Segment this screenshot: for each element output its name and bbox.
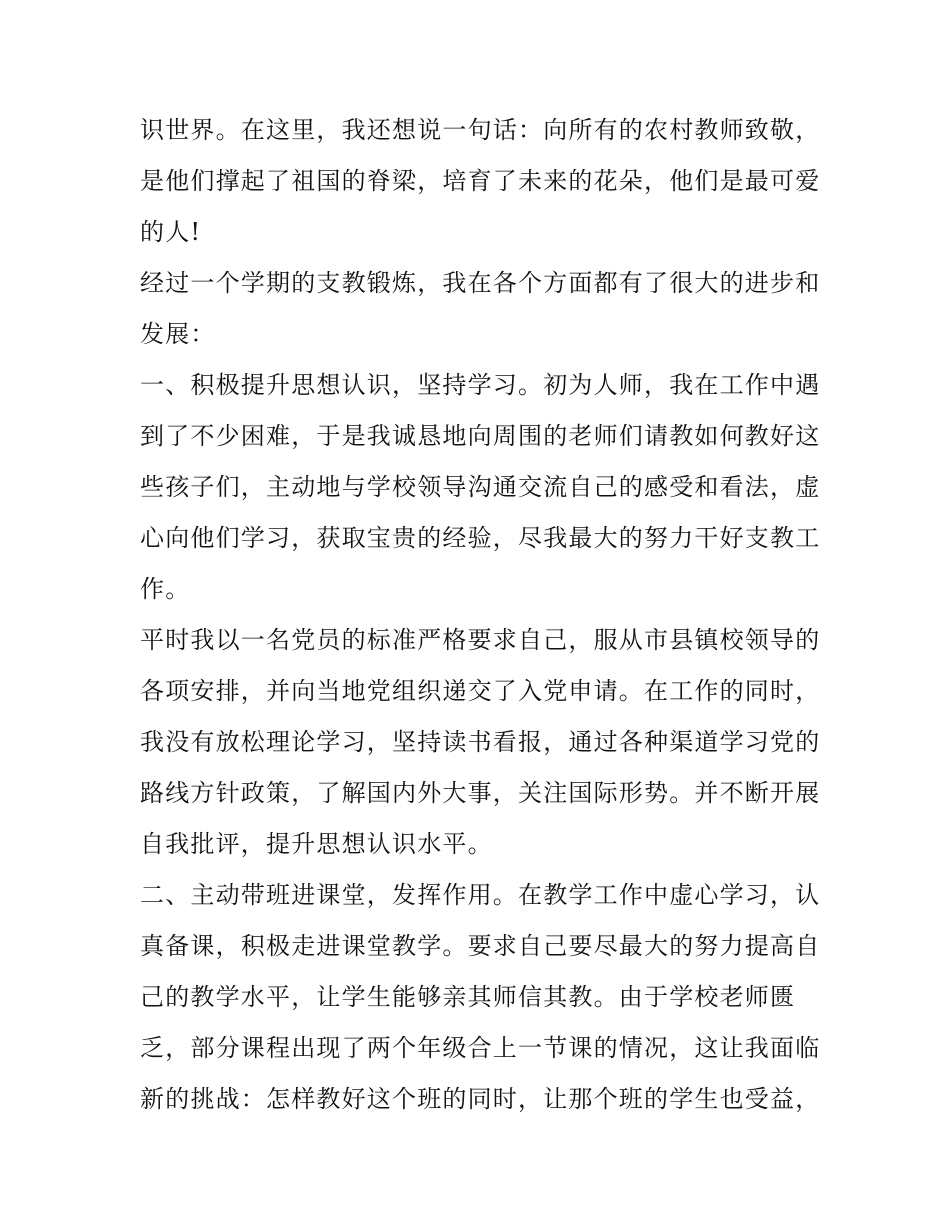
text-line: 平时我以一名党员的标准严格要求自己，服从市县镇校领导的: [140, 626, 821, 654]
text-line: 心向他们学习，获取宝贵的经验，尽我最大的努力干好支教工: [140, 524, 821, 552]
text-line: 路线方针政策，了解国内外大事，关注国际形势。并不断开展: [140, 779, 821, 807]
text-line: 经过一个学期的支教锻炼，我在各个方面都有了很大的进步和: [140, 269, 821, 297]
body-text: [140, 105, 820, 1125]
text-line: 些孩子们，主动地与学校领导沟通交流自己的感受和看法，虚: [140, 473, 821, 501]
text-line: 自我批评，提升思想认识水平。: [140, 830, 493, 858]
text-line: 二、主动带班进课堂，发挥作用。在教学工作中虚心学习，认: [140, 881, 821, 909]
text-line: 我没有放松理论学习，坚持读书看报，通过各种渠道学习党的: [140, 728, 821, 756]
text-line: 己的教学水平，让学生能够亲其师信其教。由于学校老师匮: [140, 983, 796, 1011]
text-line: 真备课，积极走进课堂教学。要求自己要尽最大的努力提高自: [140, 932, 821, 960]
text-line: 的人!: [140, 218, 202, 246]
text-line: 作。: [140, 575, 191, 603]
text-line: 新的挑战：怎样教好这个班的同时，让那个班的学生也受益，: [140, 1085, 821, 1113]
text-line: 发展：: [140, 320, 216, 348]
text-line: 识世界。在这里，我还想说一句话：向所有的农村教师致敬，: [140, 116, 821, 144]
text-line: 是他们撑起了祖国的脊梁，培育了未来的花朵，他们是最可爱: [140, 167, 821, 195]
text-line: 一、积极提升思想认识，坚持学习。初为人师，我在工作中遇: [140, 371, 821, 399]
text-line: 乏，部分课程出现了两个年级合上一节课的情况，这让我面临: [140, 1034, 821, 1062]
text-line: 到了不少困难，于是我诚恳地向周围的老师们请教如何教好这: [140, 422, 821, 450]
text-line: 各项安排，并向当地党组织递交了入党申请。在工作的同时，: [140, 677, 821, 705]
